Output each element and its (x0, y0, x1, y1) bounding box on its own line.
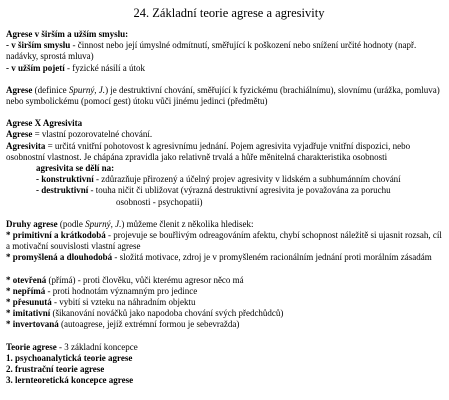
term: * primitivní a krátkodobá (6, 230, 106, 241)
paragraph (6, 40, 444, 62)
paragraph (6, 219, 444, 230)
subheading (6, 163, 444, 174)
definition-text: - zdůrazňuje přirozený a účelný projev agresivity v lidském a subhumánním chování (93, 174, 401, 185)
text: ) můžeme členit z několika hledisek: (121, 218, 254, 229)
document-body (6, 29, 444, 386)
heading-text: Agrese v širším a užším smyslu: (6, 29, 129, 39)
list-item-continuation: osobnosti - psychopatii) (116, 196, 203, 207)
term: * nepřímá (6, 285, 46, 296)
definition-text: - fyzické násilí a útok (64, 62, 145, 73)
definition-text: (přímá) - proti člověku, vůči kterému agresor něco má (46, 274, 244, 285)
paragraph (6, 63, 444, 74)
section-heading (6, 342, 444, 353)
heading-text: Agrese X Agresivita (6, 118, 83, 129)
definition-text: = vlastní pozorovatelné chování. (32, 129, 153, 140)
term: Agrese (6, 84, 33, 95)
term: - destruktivní (36, 185, 89, 196)
list-item (6, 185, 444, 196)
term: - v širším smyslu (6, 40, 71, 51)
author: Spurný, J. (85, 218, 122, 229)
definition-text: (šikanování nováčků jako napodoba chování svých předchůdců) (50, 308, 284, 319)
list-item (6, 275, 444, 286)
subheading-text: agresivita se dělí na: (36, 163, 115, 174)
list-item: 2. frustrační teorie agrese (6, 364, 105, 375)
section-heading (6, 118, 444, 129)
list-item (6, 174, 444, 185)
term: * imitativní (6, 308, 51, 319)
term: Teorie agrese (6, 341, 57, 352)
term: - v užším pojetí (6, 62, 65, 73)
text: (podle (57, 218, 86, 229)
author: Spurný, J. (68, 84, 106, 95)
list-item: 3. lernteoretická koncepce agrese (6, 375, 134, 386)
definition-text: - činnost nebo její úmyslné odmítnutí, směřující k poškození nebo snížení určité hodnoty (např. nadávky, sprostá mluva) (6, 40, 417, 62)
section-heading (6, 29, 444, 40)
definition-text: - vybití si vzteku na náhradním objektu (51, 297, 196, 308)
term: * přesunutá (6, 297, 52, 308)
list-item (6, 319, 444, 330)
definition-text: - projevuje se bouřlivým odreagováním afektu, chybí schopnost náležitě si ujasnit rozsah, cíl a motivační souvislosti vlastní agrese (6, 230, 442, 252)
paragraph (6, 85, 444, 107)
list-item (6, 252, 444, 263)
definition-text: = určitá vnitřní pohotovost k agresivnímu jednání. Pojem agresivita vyjadřuje vnitřní dispozici, nebo osobnostní vlastnost. Je chápána zpravidla jako relativně trvalá a hůře měnitelná charakteristika osobnosti (6, 140, 411, 162)
term: * invertovaná (6, 319, 59, 330)
definition-text: - proti hodnotám významným pro jedince (45, 285, 198, 296)
paragraph (6, 129, 444, 140)
definition-text: - touha ničit či ubližovat (výrazná destruktivní agresivita je považována za poruchu (88, 185, 391, 196)
text: ) je destruktivní chování, směřující k fyzickému (brachiálnímu), slovnímu (urážka, pomluva) nebo symbolickému (pomocí gest) útoku vůči jinému jedinci (předmětu) (6, 84, 440, 107)
list-item (6, 297, 444, 308)
list-item (6, 230, 444, 252)
term: - konstruktivní (36, 174, 94, 185)
term: Druhy agrese (6, 218, 58, 229)
paragraph (6, 141, 444, 163)
term: Agrese (6, 129, 33, 140)
term: * otevřená (6, 274, 47, 285)
text: (definice (32, 84, 69, 95)
definition-text: (autoagrese, jejíž extrémní formou je sebevražda) (58, 319, 240, 330)
list-item (6, 286, 444, 297)
document-page (6, 6, 444, 386)
term: * promyšlená a dlouhodobá (6, 252, 113, 263)
definition-text: - složitá motivace, zdroj je v promyšleném racionálním jednání proti morálním zásadám (112, 252, 432, 263)
page-title: 24. Základní teorie agrese a agresivity (133, 6, 325, 20)
term: Agresivita (6, 140, 46, 151)
list-item: 1. psychoanalytická teorie agrese (6, 352, 133, 363)
list-item (6, 308, 444, 319)
text: - 3 základní koncepce (56, 341, 138, 352)
